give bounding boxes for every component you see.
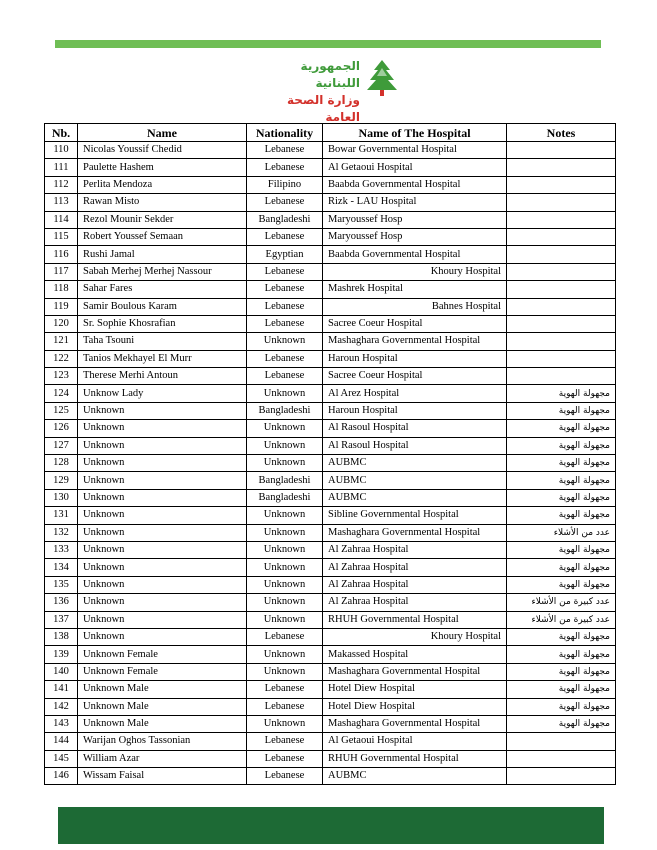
header-nationality: Nationality (247, 124, 323, 142)
cell-name: Unknow Lady (78, 385, 247, 402)
cell-name: Unknown (78, 489, 247, 506)
cell-name: Paulette Hashem (78, 159, 247, 176)
header-name: Name (78, 124, 247, 142)
table-row (45, 368, 616, 385)
cell-notes (507, 768, 616, 785)
table-row (45, 768, 616, 785)
cell-name: Unknown (78, 437, 247, 454)
cell-name: Sabah Merhej Merhej Nassour (78, 263, 247, 280)
footer-bar (58, 807, 604, 844)
cell-hospital: Baabda Governmental Hospital (323, 246, 507, 263)
cell-hospital: Bahnes Hospital (323, 298, 507, 315)
cell-hospital: Mashaghara Governmental Hospital (323, 715, 507, 732)
cell-notes (507, 246, 616, 263)
cell-nationality: Unknown (247, 420, 323, 437)
cell-hospital: Sacree Coeur Hospital (323, 368, 507, 385)
cell-nationality: Unknown (247, 507, 323, 524)
cell-nb: 112 (45, 176, 78, 193)
cell-name: Perlita Mendoza (78, 176, 247, 193)
cell-nb: 132 (45, 524, 78, 541)
cell-nb: 120 (45, 315, 78, 332)
cell-hospital: Al Zahraa Hospital (323, 594, 507, 611)
cell-nationality: Unknown (247, 663, 323, 680)
cell-notes: مجهولة الهوية (507, 489, 616, 506)
cell-hospital: Al Zahraa Hospital (323, 559, 507, 576)
cell-notes: مجهولة الهوية (507, 559, 616, 576)
cell-name: Unknown (78, 541, 247, 558)
cell-name: Nicolas Youssif Chedid (78, 142, 247, 159)
cell-notes (507, 159, 616, 176)
cell-hospital: Rizk - LAU Hospital (323, 194, 507, 211)
cell-nb: 144 (45, 733, 78, 750)
cell-hospital: Al Zahraa Hospital (323, 576, 507, 593)
table-row (45, 628, 616, 645)
cell-notes (507, 333, 616, 350)
table-row (45, 228, 616, 245)
cell-name: Unknown (78, 611, 247, 628)
cell-nb: 134 (45, 559, 78, 576)
cell-nationality: Unknown (247, 437, 323, 454)
cell-hospital: Mashaghara Governmental Hospital (323, 333, 507, 350)
cell-hospital: Maryoussef Hosp (323, 211, 507, 228)
cell-notes: مجهولة الهوية (507, 437, 616, 454)
cell-hospital: Khoury Hospital (323, 628, 507, 645)
cell-notes (507, 298, 616, 315)
cell-name: Rushi Jamal (78, 246, 247, 263)
cell-notes: مجهولة الهوية (507, 628, 616, 645)
cell-hospital: Al Zahraa Hospital (323, 541, 507, 558)
cell-nb: 131 (45, 507, 78, 524)
table-row (45, 437, 616, 454)
cell-name: Unknown Male (78, 681, 247, 698)
cell-hospital: AUBMC (323, 455, 507, 472)
cell-nationality: Lebanese (247, 263, 323, 280)
cell-hospital: Al Getaoui Hospital (323, 159, 507, 176)
cell-hospital: Sacree Coeur Hospital (323, 315, 507, 332)
cell-nb: 143 (45, 715, 78, 732)
logo-line-2: وزارة الصحة العامة (286, 93, 360, 124)
table-row (45, 194, 616, 211)
cell-hospital: Haroun Hospital (323, 402, 507, 419)
cell-notes (507, 142, 616, 159)
cell-hospital: Al Rasoul Hospital (323, 420, 507, 437)
cedar-tree-icon (364, 58, 400, 98)
cell-hospital: Mashaghara Governmental Hospital (323, 524, 507, 541)
table-row (45, 281, 616, 298)
cell-nb: 128 (45, 455, 78, 472)
cell-name: Rezol Mounir Sekder (78, 211, 247, 228)
cell-name: Samir Boulous Karam (78, 298, 247, 315)
table-row (45, 524, 616, 541)
cell-notes (507, 733, 616, 750)
cell-nb: 115 (45, 228, 78, 245)
table-row (45, 350, 616, 367)
cell-hospital: Sibline Governmental Hospital (323, 507, 507, 524)
cell-nb: 136 (45, 594, 78, 611)
cell-hospital: Baabda Governmental Hospital (323, 176, 507, 193)
table-row (45, 472, 616, 489)
table-row (45, 541, 616, 558)
cell-notes: مجهولة الهوية (507, 646, 616, 663)
table-row (45, 559, 616, 576)
cell-nationality: Bangladeshi (247, 402, 323, 419)
cell-hospital: Al Rasoul Hospital (323, 437, 507, 454)
cell-nb: 117 (45, 263, 78, 280)
cell-hospital: Bowar Governmental Hospital (323, 142, 507, 159)
cell-nationality: Egyptian (247, 246, 323, 263)
cell-nationality: Lebanese (247, 350, 323, 367)
cell-name: Unknown (78, 472, 247, 489)
cell-notes: مجهولة الهوية (507, 663, 616, 680)
cell-nationality: Lebanese (247, 194, 323, 211)
cell-hospital: Maryoussef Hosp (323, 228, 507, 245)
cell-notes (507, 211, 616, 228)
cell-nationality: Unknown (247, 594, 323, 611)
cell-nb: 137 (45, 611, 78, 628)
cell-hospital: Mashaghara Governmental Hospital (323, 663, 507, 680)
cell-nationality: Lebanese (247, 315, 323, 332)
cell-notes (507, 263, 616, 280)
cell-nationality: Unknown (247, 524, 323, 541)
cell-hospital: Haroun Hospital (323, 350, 507, 367)
top-accent-bar (55, 40, 601, 48)
cell-nb: 119 (45, 298, 78, 315)
cell-name: Unknown (78, 402, 247, 419)
cell-nb: 123 (45, 368, 78, 385)
cell-hospital: Hotel Diew Hospital (323, 681, 507, 698)
table-row (45, 611, 616, 628)
cell-nationality: Bangladeshi (247, 211, 323, 228)
table-row (45, 455, 616, 472)
cell-nationality: Unknown (247, 715, 323, 732)
cell-nb: 146 (45, 768, 78, 785)
cell-name: Unknown (78, 524, 247, 541)
cell-nationality: Unknown (247, 541, 323, 558)
cell-name: Unknown (78, 576, 247, 593)
cell-name: Sr. Sophie Khosrafian (78, 315, 247, 332)
cell-name: Unknown Male (78, 715, 247, 732)
cell-nationality: Lebanese (247, 142, 323, 159)
cell-name: William Azar (78, 750, 247, 767)
cell-nationality: Unknown (247, 559, 323, 576)
table-row (45, 663, 616, 680)
cell-name: Unknown (78, 507, 247, 524)
cell-nb: 118 (45, 281, 78, 298)
cell-nationality: Lebanese (247, 628, 323, 645)
cell-hospital: AUBMC (323, 472, 507, 489)
cell-name: Rawan Misto (78, 194, 247, 211)
cell-nb: 129 (45, 472, 78, 489)
cell-nationality: Unknown (247, 333, 323, 350)
ministry-logo (256, 58, 406, 124)
cell-name: Warijan Oghos Tassonian (78, 733, 247, 750)
cell-hospital: Al Getaoui Hospital (323, 733, 507, 750)
table-row (45, 142, 616, 159)
cell-name: Sahar Fares (78, 281, 247, 298)
cell-nb: 122 (45, 350, 78, 367)
cell-nb: 127 (45, 437, 78, 454)
cell-notes: مجهولة الهوية (507, 507, 616, 524)
cell-nb: 133 (45, 541, 78, 558)
cell-nationality: Lebanese (247, 228, 323, 245)
cell-nationality: Unknown (247, 646, 323, 663)
table-row (45, 698, 616, 715)
table-row (45, 576, 616, 593)
table-header-row (45, 124, 616, 142)
cell-nationality: Bangladeshi (247, 472, 323, 489)
cell-notes: مجهولة الهوية (507, 576, 616, 593)
cell-nationality: Unknown (247, 385, 323, 402)
cell-hospital: RHUH Governmental Hospital (323, 750, 507, 767)
cell-hospital: AUBMC (323, 768, 507, 785)
cell-nationality: Unknown (247, 611, 323, 628)
logo-text (256, 58, 360, 126)
cell-nb: 121 (45, 333, 78, 350)
cell-name: Therese Merhi Antoun (78, 368, 247, 385)
cell-notes (507, 228, 616, 245)
cell-notes (507, 350, 616, 367)
cell-nb: 140 (45, 663, 78, 680)
cell-nationality: Lebanese (247, 368, 323, 385)
cell-notes: مجهولة الهوية (507, 681, 616, 698)
table-row (45, 715, 616, 732)
cell-notes: مجهولة الهوية (507, 455, 616, 472)
cell-name: Taha Tsouni (78, 333, 247, 350)
cell-nb: 113 (45, 194, 78, 211)
table-row (45, 489, 616, 506)
cell-name: Unknown Female (78, 646, 247, 663)
table-row (45, 681, 616, 698)
cell-nationality: Lebanese (247, 159, 323, 176)
cell-notes: مجهولة الهوية (507, 541, 616, 558)
table-row (45, 594, 616, 611)
table-row (45, 750, 616, 767)
cell-name: Unknown (78, 628, 247, 645)
cell-name: Tanios Mekhayel El Murr (78, 350, 247, 367)
cell-nationality: Lebanese (247, 298, 323, 315)
cell-notes (507, 176, 616, 193)
cell-nationality: Lebanese (247, 733, 323, 750)
cell-nb: 126 (45, 420, 78, 437)
cell-nb: 114 (45, 211, 78, 228)
cell-nb: 135 (45, 576, 78, 593)
cell-nb: 110 (45, 142, 78, 159)
cell-name: Unknown (78, 420, 247, 437)
cell-nb: 142 (45, 698, 78, 715)
cell-notes: مجهولة الهوية (507, 420, 616, 437)
cell-nationality: Lebanese (247, 750, 323, 767)
cell-nb: 138 (45, 628, 78, 645)
cell-notes: عدد كبيرة من الأشلاء (507, 594, 616, 611)
cell-notes: مجهولة الهوية (507, 472, 616, 489)
cell-nb: 124 (45, 385, 78, 402)
cell-hospital: Makassed Hospital (323, 646, 507, 663)
cell-notes: مجهولة الهوية (507, 402, 616, 419)
table-row (45, 315, 616, 332)
cell-nationality: Lebanese (247, 681, 323, 698)
cell-nationality: Bangladeshi (247, 489, 323, 506)
cell-name: Unknown Male (78, 698, 247, 715)
cell-nationality: Lebanese (247, 698, 323, 715)
cell-nb: 111 (45, 159, 78, 176)
cell-nationality: Unknown (247, 455, 323, 472)
cell-hospital: RHUH Governmental Hospital (323, 611, 507, 628)
cell-nb: 141 (45, 681, 78, 698)
table-row (45, 298, 616, 315)
cell-nationality: Lebanese (247, 768, 323, 785)
cell-name: Unknown Female (78, 663, 247, 680)
header-hospital: Name of The Hospital (323, 124, 507, 142)
cell-nb: 145 (45, 750, 78, 767)
cell-notes (507, 368, 616, 385)
table-row (45, 733, 616, 750)
table-row (45, 420, 616, 437)
logo-line-1: الجمهورية اللبنانية (300, 59, 360, 90)
table-row (45, 246, 616, 263)
cell-name: Unknown (78, 559, 247, 576)
cell-notes: مجهولة الهوية (507, 715, 616, 732)
cell-hospital: Hotel Diew Hospital (323, 698, 507, 715)
cell-notes (507, 194, 616, 211)
casualty-table (44, 123, 616, 785)
cell-nb: 116 (45, 246, 78, 263)
cell-notes: عدد من الأشلاء (507, 524, 616, 541)
cell-name: Wissam Faisal (78, 768, 247, 785)
table-row (45, 333, 616, 350)
cell-nb: 125 (45, 402, 78, 419)
cell-notes: عدد كبيرة من الأشلاء (507, 611, 616, 628)
cell-nationality: Lebanese (247, 281, 323, 298)
cell-hospital: Mashrek Hospital (323, 281, 507, 298)
cell-nb: 130 (45, 489, 78, 506)
cell-nationality: Unknown (247, 576, 323, 593)
cell-hospital: AUBMC (323, 489, 507, 506)
header-nb: Nb. (45, 124, 78, 142)
table-row (45, 646, 616, 663)
cell-notes (507, 750, 616, 767)
cell-notes: مجهولة الهوية (507, 385, 616, 402)
cell-name: Unknown (78, 594, 247, 611)
table-row (45, 159, 616, 176)
cell-hospital: Khoury Hospital (323, 263, 507, 280)
header-notes: Notes (507, 124, 616, 142)
cell-name: Unknown (78, 455, 247, 472)
table-row (45, 211, 616, 228)
cell-notes (507, 315, 616, 332)
table-row (45, 385, 616, 402)
cell-nb: 139 (45, 646, 78, 663)
table-row (45, 263, 616, 280)
cell-notes: مجهولة الهوية (507, 698, 616, 715)
cell-hospital: Al Arez Hospital (323, 385, 507, 402)
table-row (45, 176, 616, 193)
cell-name: Robert Youssef Semaan (78, 228, 247, 245)
cell-nationality: Filipino (247, 176, 323, 193)
table-row (45, 402, 616, 419)
table-row (45, 507, 616, 524)
cell-notes (507, 281, 616, 298)
